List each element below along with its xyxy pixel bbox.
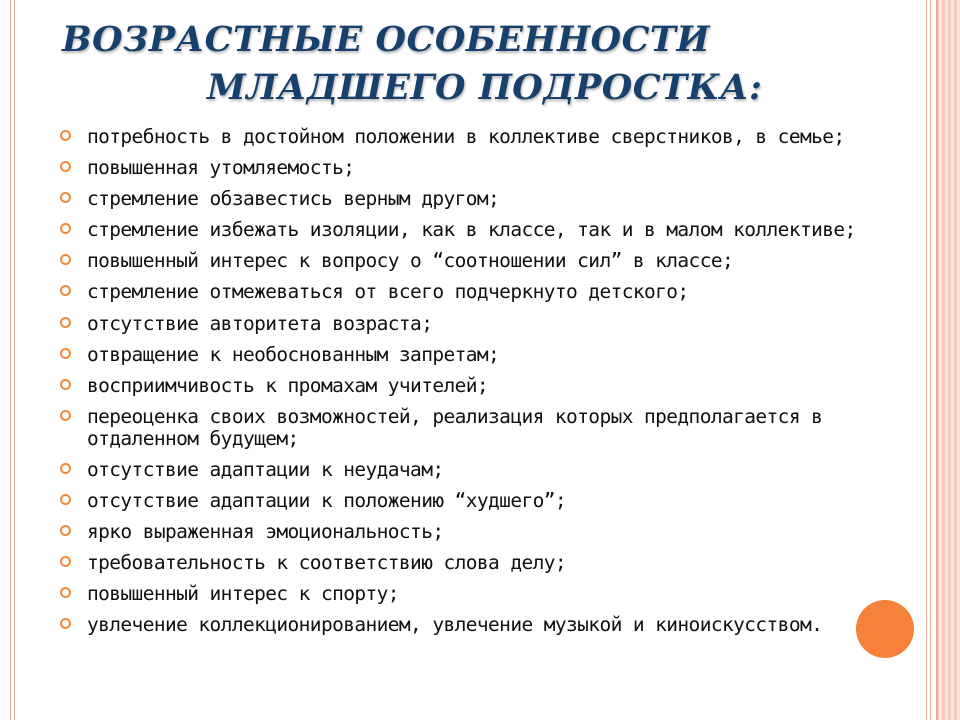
- ring-bullet-icon: [60, 494, 71, 505]
- list-item-text: требовательность к соответствию слова делу;: [87, 551, 567, 575]
- ring-bullet-icon: [60, 618, 71, 629]
- list-item: [58, 250, 858, 272]
- list-item-text: ярко выраженная эмоциональность;: [87, 520, 444, 544]
- left-frame-line-outer: [10, 0, 11, 720]
- list-item-text: переоценка своих возможностей, реализация которых предполагается в отдаленном будущем;: [87, 404, 823, 450]
- slide-title-line-2: МЛАДШЕГО ПОДРОСТКА:: [207, 67, 763, 108]
- list-item: [58, 614, 858, 636]
- list-item: [58, 313, 858, 335]
- list-item-text: повышенная утомляемость;: [87, 156, 355, 180]
- left-frame-line-inner: [14, 0, 15, 720]
- list-item: [58, 375, 858, 397]
- ring-bullet-icon: [60, 348, 71, 359]
- right-frame-line-inner: [930, 0, 931, 720]
- list-item-text: повышенный интерес к спорту;: [87, 582, 399, 606]
- list-item-text: стремление отмежеваться от всего подчеркнуто детского;: [87, 280, 689, 304]
- list-item-text: повышенный интерес к вопросу о “соотношении сил” в классе;: [87, 249, 734, 273]
- ring-bullet-icon: [60, 161, 71, 172]
- ring-bullet-icon: [60, 587, 71, 598]
- list-item: [58, 157, 858, 179]
- list-item-text: стремление избежать изоляции, как в классе, так и в малом коллективе;: [87, 218, 856, 242]
- list-item-text: отсутствие адаптации к положению “худшего”;: [87, 489, 567, 513]
- ring-bullet-icon: [60, 285, 71, 296]
- ring-bullet-icon: [60, 525, 71, 536]
- list-item: [58, 490, 858, 512]
- right-decorative-band: [936, 0, 960, 720]
- list-item: [58, 281, 858, 303]
- list-item-text: отвращение к необоснованным запретам;: [87, 342, 500, 366]
- ring-bullet-icon: [60, 556, 71, 567]
- list-item: [58, 126, 858, 148]
- list-item: [58, 344, 858, 366]
- feature-list: [58, 126, 858, 646]
- slide-title-line-1: ВОЗРАСТНЫЕ ОСОБЕННОСТИ: [62, 19, 711, 60]
- decorative-orange-circle: [856, 600, 914, 658]
- ring-bullet-icon: [60, 317, 71, 328]
- list-item-text: стремление обзавестись верным другом;: [87, 187, 500, 211]
- list-item-text: отсутствие адаптации к неудачам;: [87, 457, 444, 481]
- slide-title: [62, 16, 882, 112]
- list-item: [58, 188, 858, 210]
- ring-bullet-icon: [60, 410, 71, 421]
- list-item-text: увлечение коллекционированием, увлечение музыкой и киноискусством.: [87, 613, 823, 637]
- list-item-text: отсутствие авторитета возраста;: [87, 311, 433, 335]
- ring-bullet-icon: [60, 254, 71, 265]
- ring-bullet-icon: [60, 223, 71, 234]
- list-item: [58, 219, 858, 241]
- list-item: [58, 406, 858, 450]
- ring-bullet-icon: [60, 463, 71, 474]
- list-item: [58, 521, 858, 543]
- list-item: [58, 459, 858, 481]
- right-frame-line-outer: [926, 0, 927, 720]
- list-item-text: восприимчивость к промахам учителей;: [87, 373, 489, 397]
- list-item: [58, 552, 858, 574]
- ring-bullet-icon: [60, 192, 71, 203]
- list-item-text: потребность в достойном положении в коллективе сверстников, в семье;: [87, 125, 845, 148]
- list-item: [58, 583, 858, 605]
- ring-bullet-icon: [60, 130, 71, 141]
- ring-bullet-icon: [60, 379, 71, 390]
